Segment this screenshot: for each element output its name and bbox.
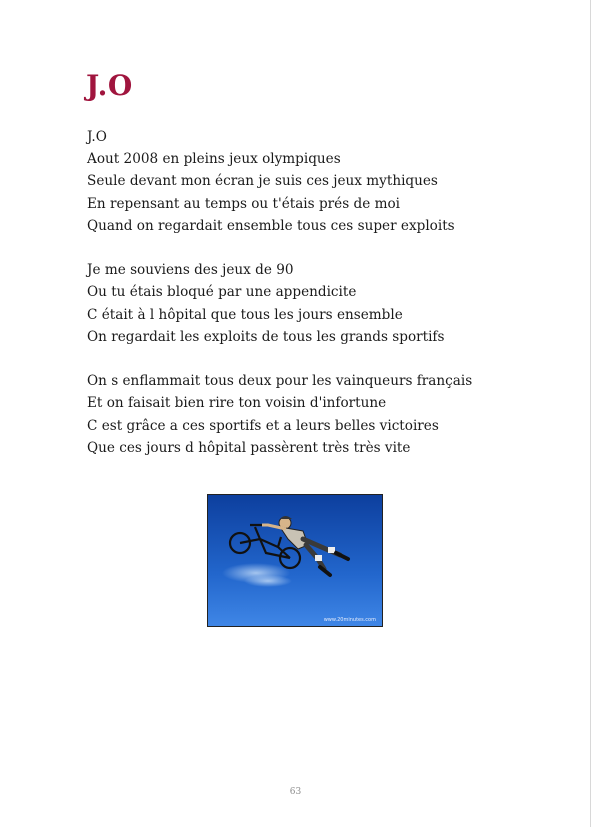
poem-line: On regardait les exploits de tous les grands sportifs bbox=[87, 328, 445, 345]
poem-line: Que ces jours d hôpital passèrent très très vite bbox=[87, 439, 411, 456]
page-title: J.O bbox=[86, 69, 133, 102]
bmx-photo bbox=[207, 494, 383, 627]
poem-line: En repensant au temps ou t'étais prés de moi bbox=[87, 195, 400, 212]
stanza-2 bbox=[87, 259, 547, 348]
bmx-illustration bbox=[208, 495, 382, 626]
poem-line: Aout 2008 en pleins jeux olympiques bbox=[87, 151, 341, 168]
photo-watermark: www.20minutes.com bbox=[323, 617, 376, 623]
stanza-3 bbox=[87, 370, 547, 459]
poem-line: Et on faisait bien rire ton voisin d'infortune bbox=[87, 395, 387, 412]
poem-body bbox=[87, 126, 547, 481]
poem-line: C est grâce a ces sportifs et a leurs belles victoires bbox=[87, 417, 439, 434]
poem-line: Seule devant mon écran je suis ces jeux mythiques bbox=[87, 173, 438, 190]
poem-line: Je me souviens des jeux de 90 bbox=[87, 262, 294, 279]
poem-line: J.O bbox=[87, 129, 107, 145]
cloud-shape bbox=[244, 575, 292, 587]
page-number: 63 bbox=[289, 787, 302, 797]
poem-line: Quand on regardait ensemble tous ces super exploits bbox=[87, 217, 455, 234]
poem-line: On s enflammait tous deux pour les vainqueurs français bbox=[87, 373, 473, 390]
stanza-1 bbox=[87, 126, 547, 237]
poem-line: Ou tu étais bloqué par une appendicite bbox=[87, 284, 357, 301]
sky-background bbox=[208, 495, 382, 626]
poem-line: C était à l hôpital que tous les jours ensemble bbox=[87, 306, 403, 323]
